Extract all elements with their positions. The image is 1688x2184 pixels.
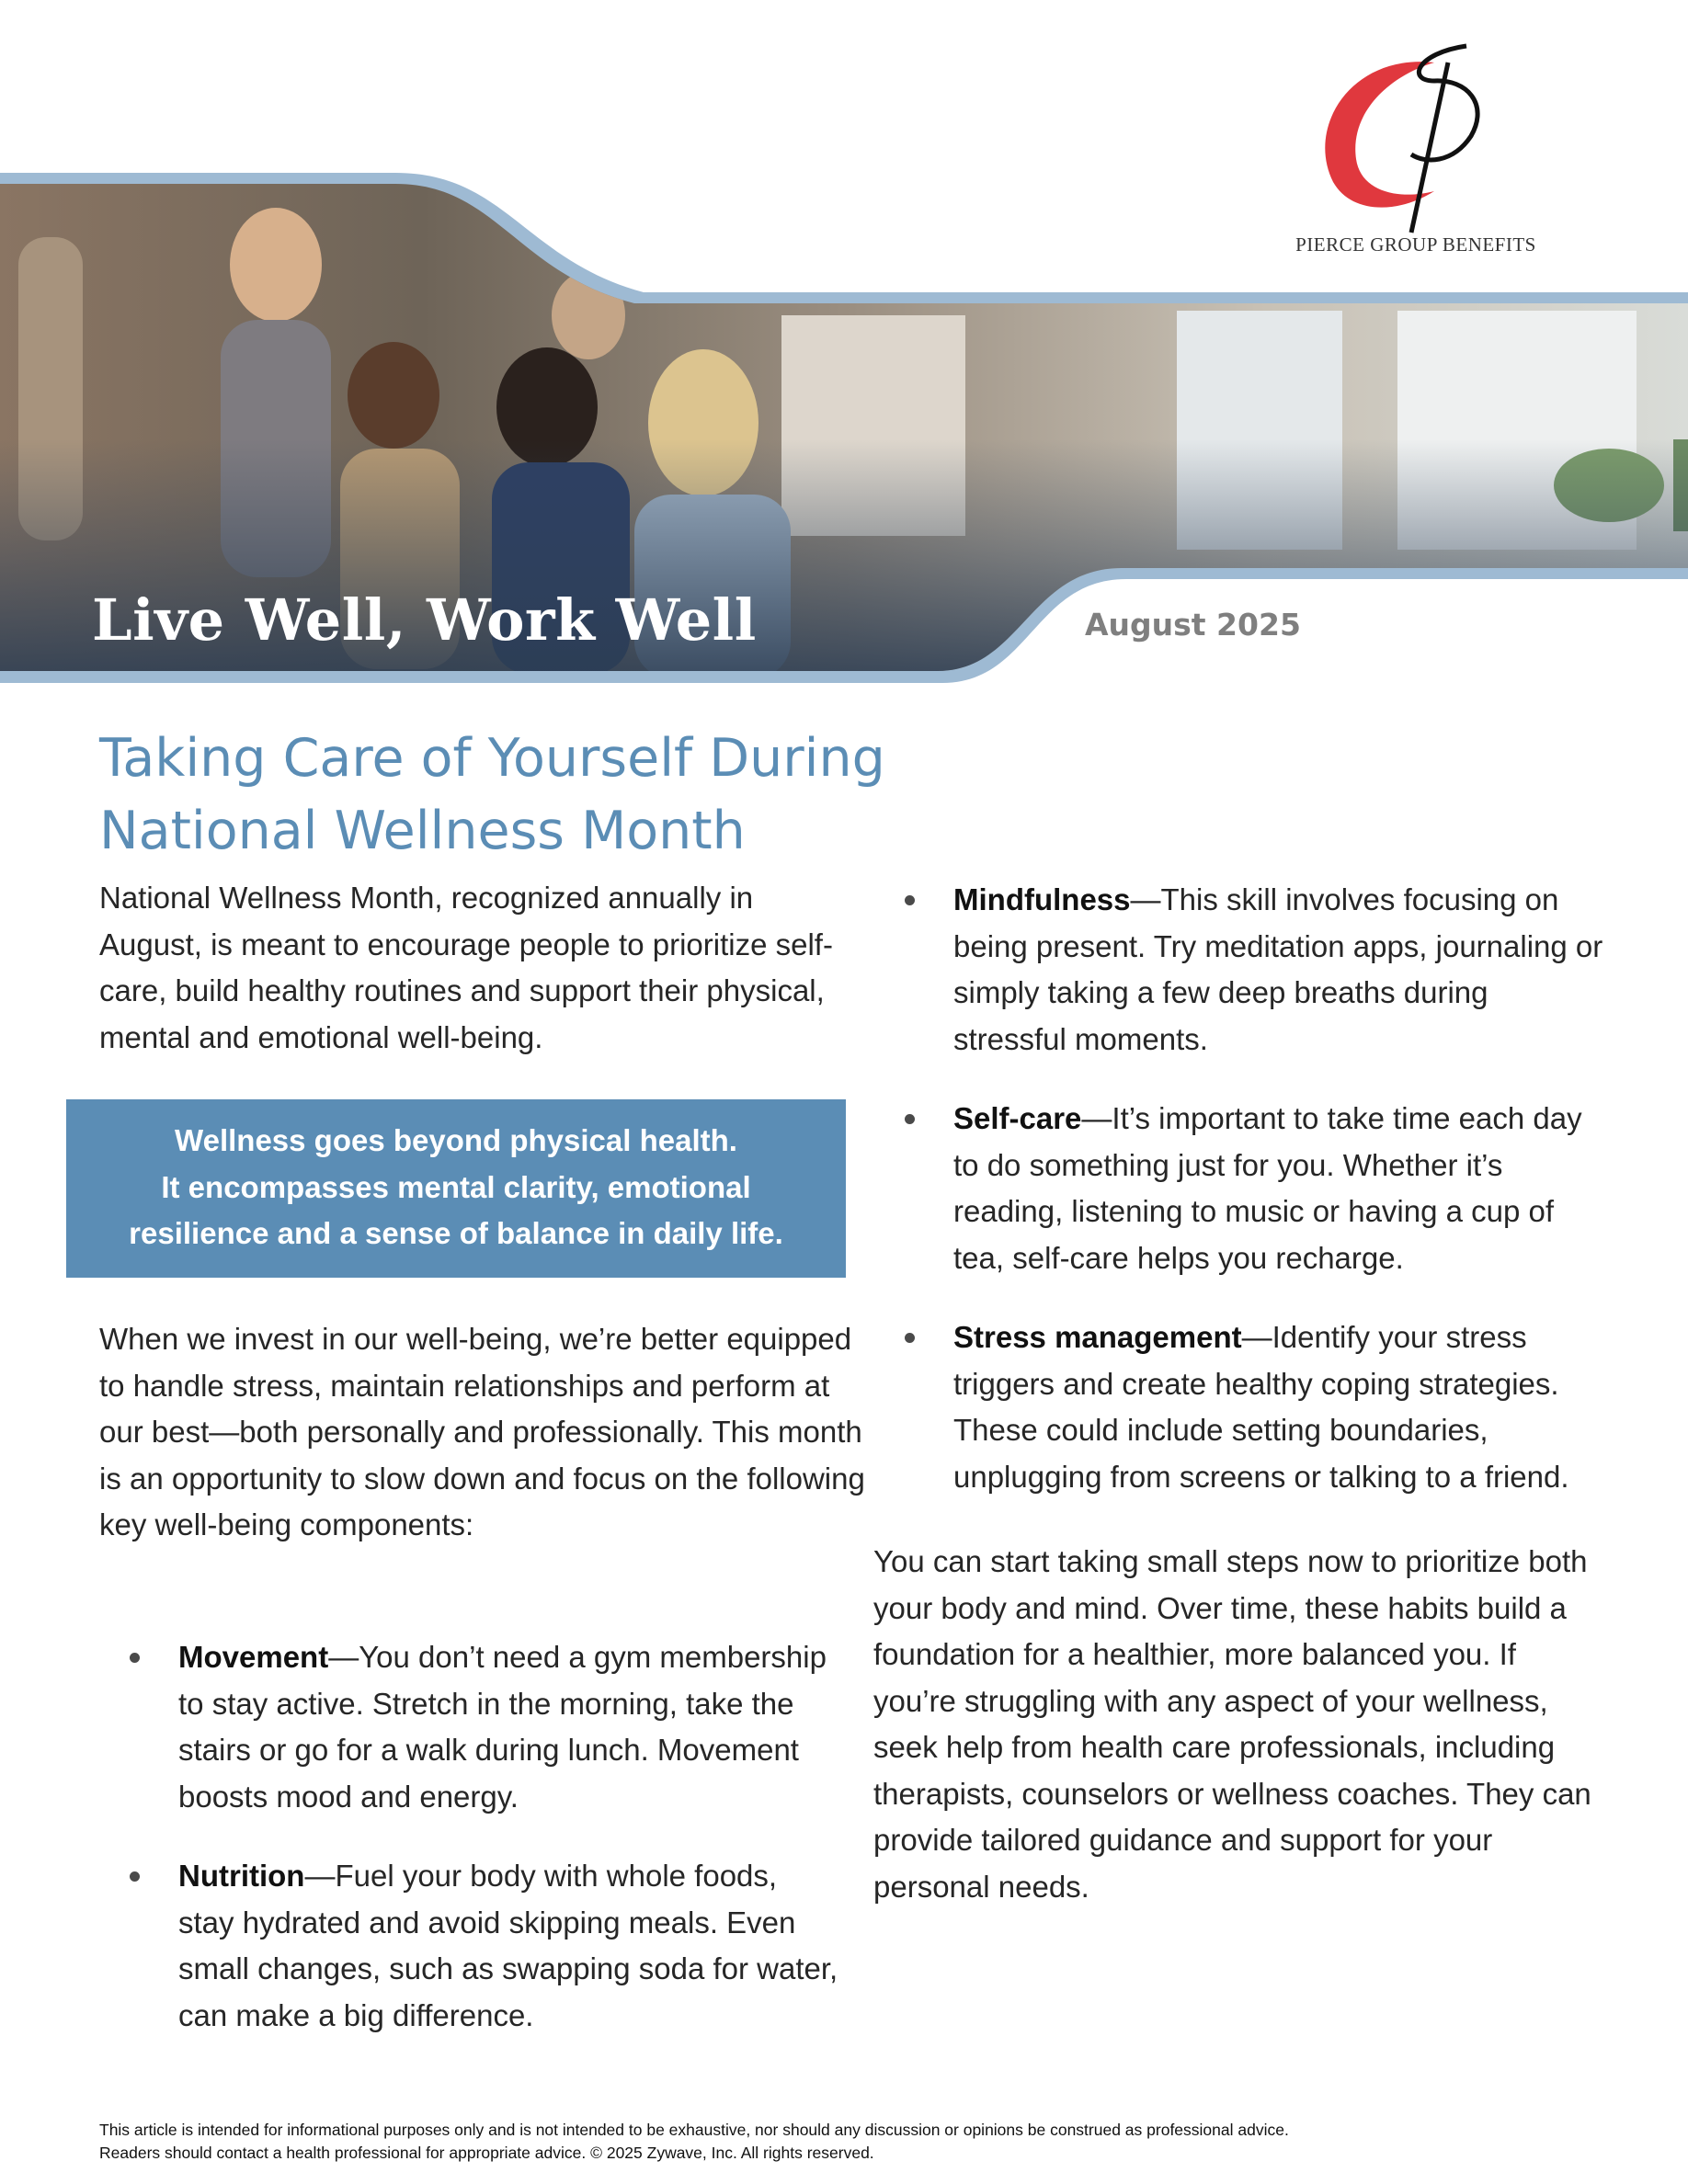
bullet-term: Mindfulness [953, 882, 1131, 916]
article-headline: Taking Care of Yourself During National Wellness Month [99, 728, 885, 861]
newsletter-title: Live Well, Work Well [92, 586, 757, 654]
list-item [953, 1096, 1606, 1281]
list-item [178, 1634, 840, 1820]
intro-paragraph: National Wellness Month, recognized annually in August, is meant to encourage people to prioritize self-care, build healthy routines and support their physical, mental and emotional well-being. [99, 881, 833, 1054]
list-item [953, 877, 1606, 1063]
bullet-text: —It’s important to take time each day to do something just for you. Whether it’s reading, listening to music or having a cup of tea, self-care helps you recharge. [953, 1101, 1582, 1275]
disclaimer-line: This article is intended for informational purposes only and is not intended to be exhaustive, nor should any discussion or opinions be construed as professional advice. [99, 2121, 1289, 2139]
list-item [178, 1853, 840, 2039]
body-paragraph: When we invest in our well-being, we’re better equipped to handle stress, maintain relationships and perform at our best—both personally and professionally. This month is an opportunity to slow down and focus on the following key well-being components: [99, 1322, 865, 1541]
disclaimer-line: Readers should contact a health professional for appropriate advice. © 2025 Zywave, Inc. All rights reserved. [99, 2144, 874, 2162]
bullet-icon [905, 1114, 915, 1124]
bullet-term: Nutrition [178, 1859, 305, 1893]
bullet-text: —You don’t need a gym membership to stay active. Stretch in the morning, take the stairs or go for a walk during lunch. Movement boosts mood and energy. [178, 1640, 827, 1814]
callout-line: Wellness goes beyond physical health. [175, 1123, 737, 1157]
bullet-text: —This skill involves focusing on being present. Try meditation apps, journaling or simply taking a few deep breaths during stressful moments. [953, 882, 1603, 1056]
company-name: PIERCE GROUP BENEFITS [1295, 233, 1536, 256]
bullet-term: Self-care [953, 1101, 1082, 1135]
bullet-text: —Fuel your body with whole foods, stay hydrated and avoid skipping meals. Even small changes, such as swapping soda for water, can make a big difference. [178, 1859, 838, 2032]
list-item [953, 1314, 1606, 1500]
callout-line: resilience and a sense of balance in daily life. [129, 1216, 783, 1250]
bullet-term: Movement [178, 1640, 329, 1674]
closing-paragraph: You can start taking small steps now to prioritize both your body and mind. Over time, these habits build a foundation for a healthier, more balanced you. If you’re struggling with any aspect of your wellness, seek help from health care professionals, including therapists, counselors or wellness coaches. They can provide tailored guidance and support for your personal needs. [873, 1544, 1591, 1904]
bullet-icon [130, 1653, 140, 1663]
hero-banner [0, 164, 1688, 697]
bullet-list-left [178, 1634, 840, 2072]
bullet-list-right [953, 877, 1606, 1533]
disclaimer-footer [99, 2119, 1534, 2165]
callout-box [66, 1099, 846, 1278]
issue-date: August 2025 [1085, 607, 1301, 643]
bullet-icon [130, 1871, 140, 1882]
callout-line: It encompasses mental clarity, emotional [161, 1169, 751, 1204]
bullet-term: Stress management [953, 1320, 1242, 1354]
bullet-text: —Identify your stress triggers and create healthy coping strategies. These could include setting boundaries, unplugging from screens or talking to a friend. [953, 1320, 1569, 1494]
bullet-icon [905, 1333, 915, 1343]
bullet-icon [905, 895, 915, 905]
